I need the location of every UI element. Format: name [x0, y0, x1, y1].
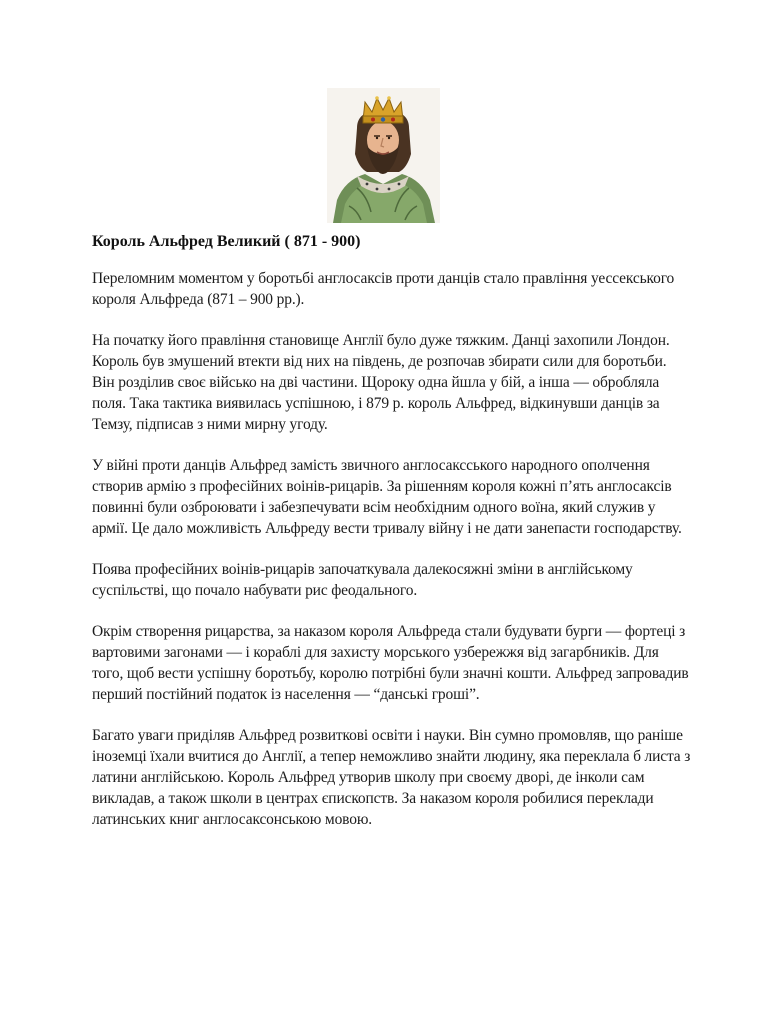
paragraph: Багато уваги приділяв Альфред розвиткові освіти і науки. Він сумно промовляв, що раніше іноземці їхали вчитися до Англії, а тепер неможливо знайти людину, яка переклала б листа з латини англійською. Король Альфред утворив школу при своєму дворі, де інколи сам викладав, а також школи в центрах єпископств. За наказом короля робилися переклади латинських книг англосаксонською мовою. — [92, 727, 691, 828]
document-body — [92, 268, 692, 850]
paragraph: Окрім створення рицарства, за наказом короля Альфреда стали будувати бурги — фортеці з вартовими загонами — і кораблі для захисту морського узбережжя від загарбників. Для того, щоб вести успішну боротьбу, королю потрібні були значні кошти. Альфред запровадив перший постійний податок із населення — “данські гроші”. — [92, 623, 689, 703]
paragraph: Поява професійних воінів-рицарів започаткувала далекосяжні зміни в англійському суспільстві, що почало набувати рис феодального. — [92, 561, 633, 599]
king-alfred-portrait-icon — [327, 88, 440, 223]
paragraph: На початку його правління становище Англії було дуже тяжким. Данці захопили Лондон. Король був змушений втекти від них на південь, де розпочав збирати сили для боротьби. Він розділив своє військо на дві частини. Щороку одна йшла у бій, а інша — обробляла поля. Така тактика виявилась успішною, і 879 р. король Альфред, відкинувши данців за Темзу, підписав з ними мирну угоду. — [92, 332, 670, 433]
paragraph: Переломним моментом у боротьбі англосаксів проти данців стало правління уессекського короля Альфреда (871 – 900 рр.). — [92, 270, 675, 308]
paragraph: У війні проти данців Альфред замість звичного англосаксського народного ополчення створив армію з професійних воінів-рицарів. За рішенням короля кожні п’ять англосаксів повинні були озброювати і забезпечувати всім необхідним одного воїна, який служив у армії. Це дало можливість Альфреду вести тривалу війну і не дати занепасти господарству. — [92, 457, 682, 537]
document-title: Король Альфред Великий ( 871 - 900) — [92, 233, 361, 250]
